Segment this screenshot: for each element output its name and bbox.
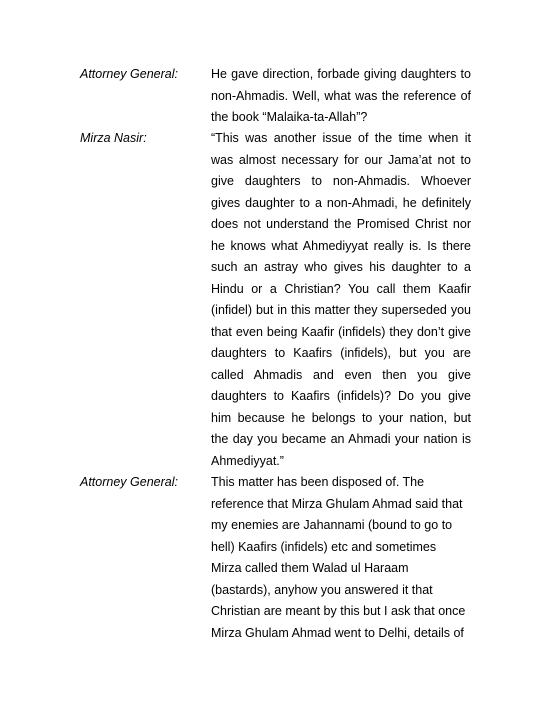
speaker-label: Attorney General: xyxy=(80,475,178,489)
speech-line: give daughters to non-Ahmadis. Whoever xyxy=(211,174,471,188)
speech-line: daughters to Kaafirs (infidels), but you are xyxy=(211,346,471,360)
speech-line: he knows what Ahmediyyat really is. Is there xyxy=(211,238,471,253)
speech-line: Christian are meant by this but I ask that once xyxy=(211,604,466,618)
speech-line: the day you became an Ahmadi your nation is xyxy=(211,432,471,446)
speech-line: “This was another issue of the time when it xyxy=(211,131,471,145)
speech-line: hell) Kaafirs (infidels) etc and sometimes xyxy=(211,539,437,554)
speech-text xyxy=(211,472,471,644)
speech-line: Hindu or a Christian? You call them Kaafir xyxy=(211,281,471,296)
speech-line: non-Ahmadis. Well, what was the reference of xyxy=(211,88,471,103)
speech-line: Mirza called them Walad ul Haraam xyxy=(211,561,409,575)
speech-line: daughters to Kaafirs (infidels)? Do you give xyxy=(211,389,471,403)
speech-line: was almost necessary for our Jama’at not to xyxy=(211,152,471,167)
speaker-label: Mirza Nasir: xyxy=(80,131,147,145)
speech-text xyxy=(211,64,471,129)
speech-line: He gave direction, forbade giving daughters to xyxy=(211,67,471,81)
speech-line: Ahmediyyat.” xyxy=(211,453,284,468)
speech-line: such an astray who gives his daughter to a xyxy=(211,260,471,274)
speech-line: him because he belongs to your nation, but xyxy=(211,410,471,425)
speech-text xyxy=(211,128,471,472)
speech-line: (bastards), anyhow you answered it that xyxy=(211,582,433,597)
speech-line: that even being Kaafir (infidels) they don’t give xyxy=(211,324,471,339)
speaker-label: Attorney General: xyxy=(80,67,178,81)
speech-line: Mirza Ghulam Ahmad went to Delhi, details of xyxy=(211,625,464,640)
speech-line: my enemies are Jahannami (bound to go to xyxy=(211,518,453,532)
speech-line: This matter has been disposed of. The xyxy=(211,475,425,489)
speech-line: (infidel) but in this matter they superseded you xyxy=(211,303,471,317)
speech-line: called Ahmadis and even then you give xyxy=(211,367,471,382)
speech-line: reference that Mirza Ghulam Ahmad said that xyxy=(211,496,463,511)
speech-line: does not understand the Promised Christ nor xyxy=(211,217,471,231)
speech-line: gives daughter to a non-Ahmadi, he definitely xyxy=(211,195,471,210)
speech-line: the book “Malaika-ta-Allah”? xyxy=(211,110,368,124)
